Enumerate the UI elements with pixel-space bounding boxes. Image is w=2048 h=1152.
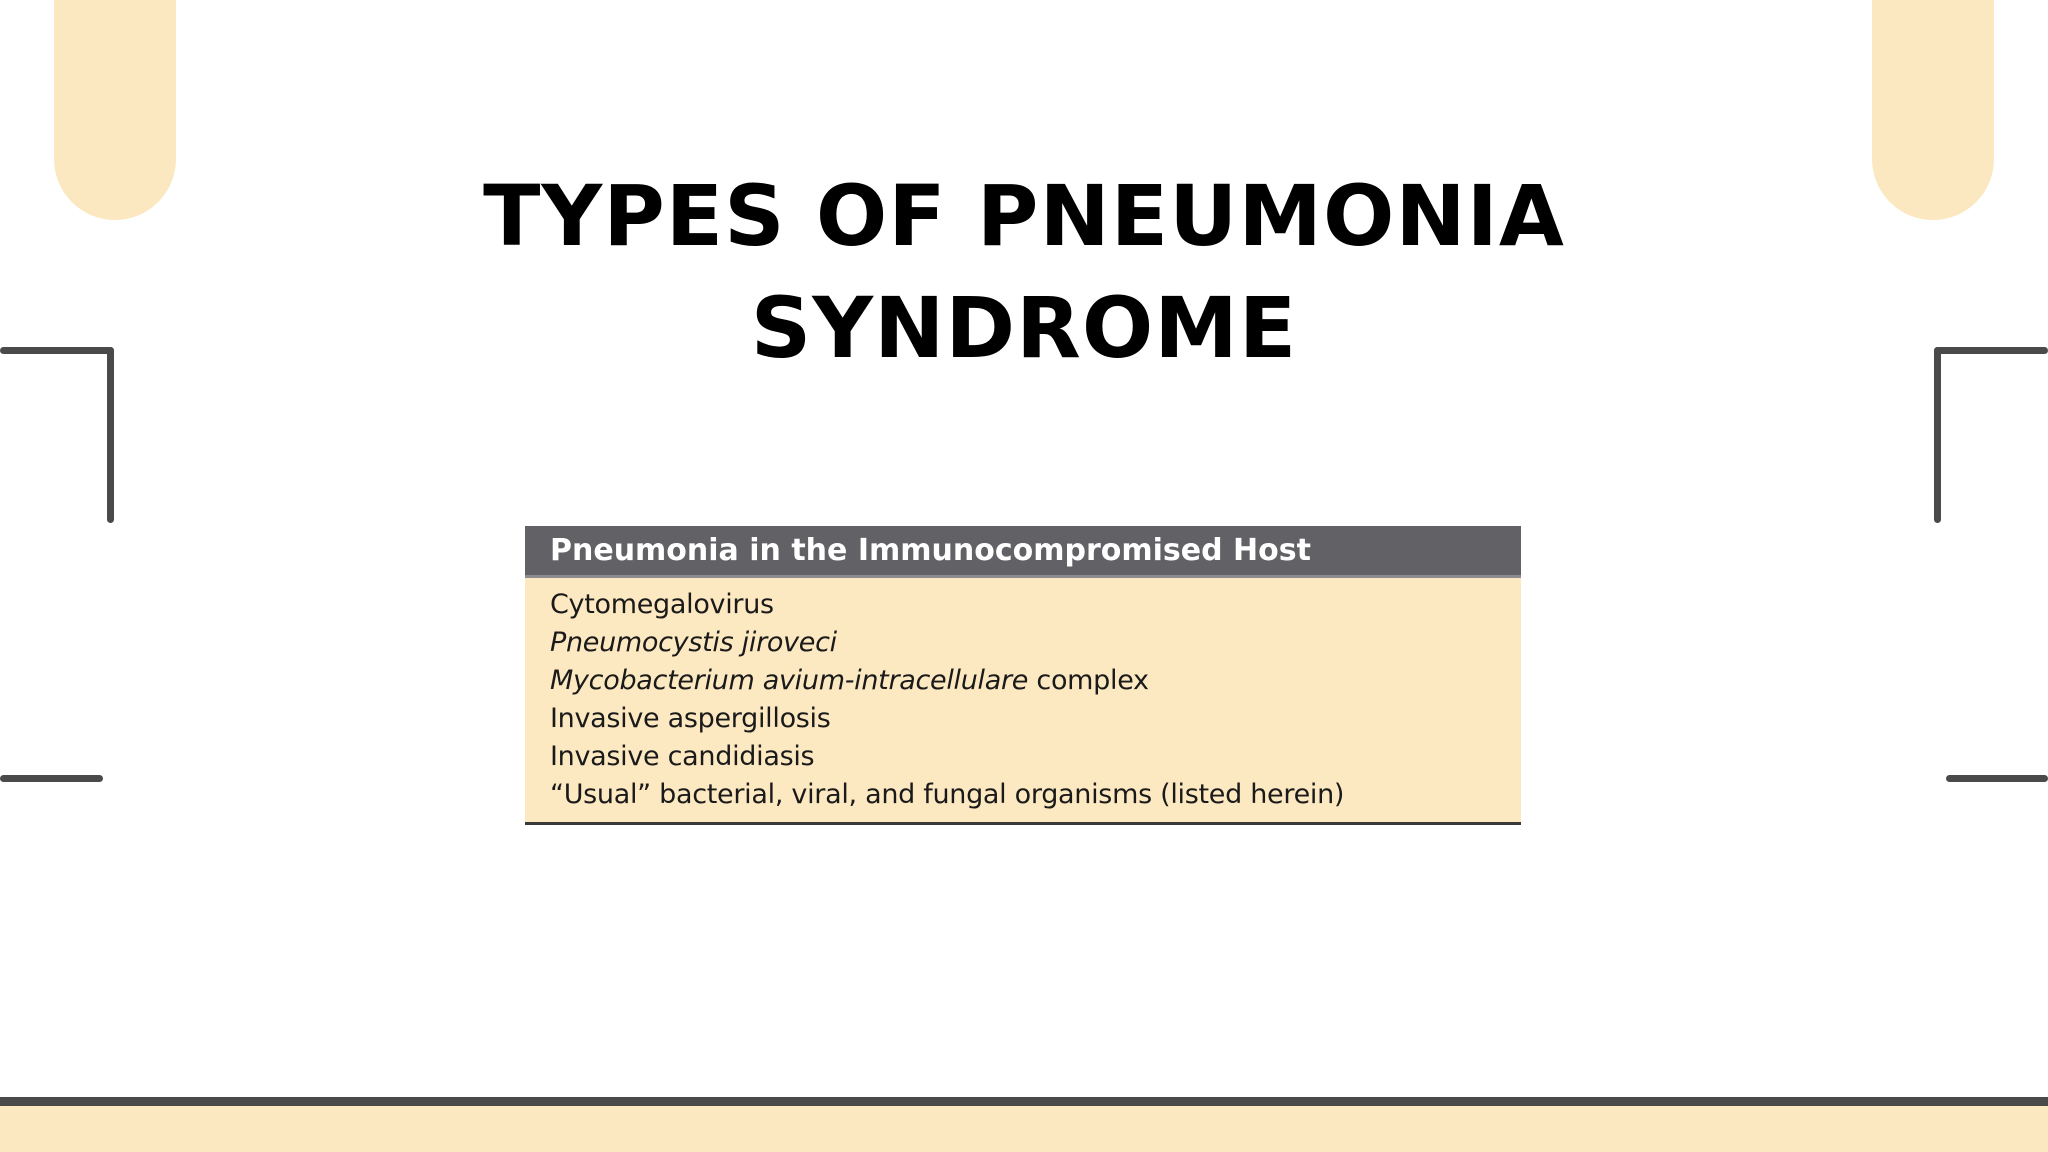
table-row [550, 776, 1521, 814]
row-italic-text: Pneumocystis jiroveci [550, 627, 837, 658]
footer-divider-line [0, 1097, 2048, 1106]
table-row [550, 738, 1521, 776]
table-header: Pneumonia in the Immunocompromised Host [525, 526, 1521, 578]
table-row [550, 624, 1521, 662]
row-text: Invasive candidiasis [550, 741, 815, 772]
row-text: “Usual” bacterial, viral, and fungal organisms (listed herein) [550, 779, 1345, 810]
row-text: Invasive aspergillosis [550, 703, 831, 734]
table-row [550, 662, 1521, 700]
slide-title [324, 160, 1724, 384]
footer-band [0, 1106, 2048, 1152]
right-bracket-top [1934, 347, 2048, 354]
row-text: Cytomegalovirus [550, 589, 774, 620]
table-rows [525, 578, 1521, 814]
right-bracket-bottom [1946, 775, 2048, 782]
left-bracket-vertical [107, 347, 114, 523]
row-italic-text: Mycobacterium avium-intracellulare [550, 665, 1029, 696]
decorative-pill-right [1872, 0, 1994, 220]
table-row [550, 586, 1521, 624]
right-bracket-vertical [1934, 347, 1941, 523]
slide-title-line-2: SYNDROME [750, 279, 1298, 377]
row-text: complex [1028, 665, 1149, 696]
left-bracket-top [0, 347, 114, 354]
table-row [550, 700, 1521, 738]
left-bracket-bottom [0, 775, 103, 782]
decorative-pill-left [54, 0, 176, 220]
pneumonia-table [525, 526, 1521, 825]
slide-title-line-1: TYPES OF PNEUMONIA [483, 167, 1565, 265]
